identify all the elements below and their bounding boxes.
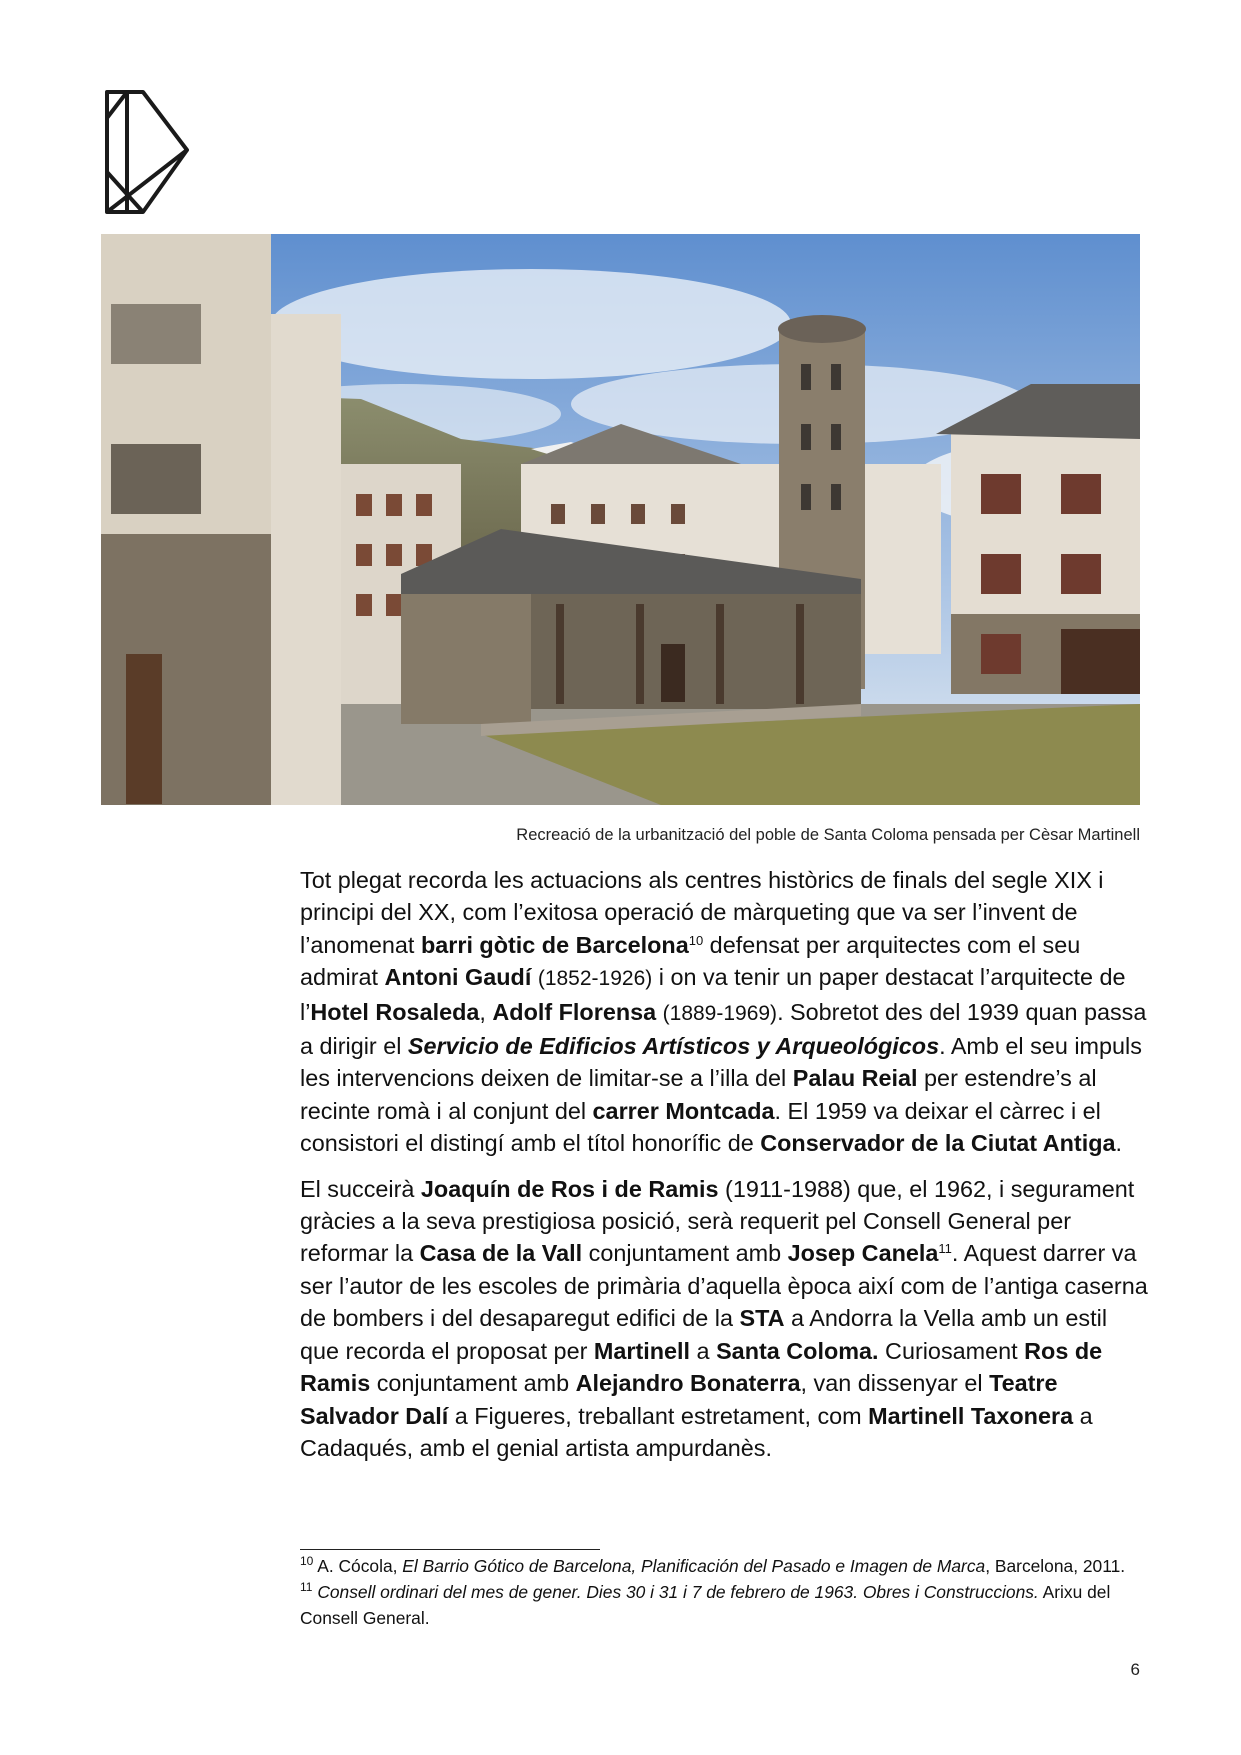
footnote-ref-10[interactable]: 10 xyxy=(688,932,704,948)
image-caption: Recreació de la urbanització del poble de Santa Coloma pensada per Cèsar Martinell xyxy=(516,826,1140,844)
paragraph-2: El succeirà Joaquín de Ros i de Ramis (1911-1988) que, el 1962, i segurament gràcies a la seva prestigiosa posició, serà requerit pel Consell General per reformar la Casa de la Vall conjuntament amb Josep Canela$^{11}$. Aquest darrer va ser l’autor de les escoles de primària d’aquella època així com de l’antiga caserna de bombers i del desaparegut edifici de la STA a Andorra la Vella amb un estil que recorda el proposat per Martinell a Santa Coloma. Curiosament Ros de Ramis conjuntament amb Alejandro Bonaterra, van dissenyar el Teatre Salvador Dalí a Figueres, treballant estretament, com Martinell Taxonera a Cadaqués, amb el genial artista ampurdanès. xyxy=(300,1175,1148,1461)
footnote-separator xyxy=(300,1549,600,1550)
footnote-10: $^{10}$ A. Cócola, El Barrio Gótico de Barcelona, Planificación del Pasado e Imagen de Marca, Barcelona, 2011. xyxy=(300,1554,1126,1576)
publisher-logo xyxy=(103,88,191,216)
body-text xyxy=(300,864,1148,1477)
footnote-11: $^{11}$ Consell ordinari del mes de gener. Dies 30 i 31 i 7 de febrero de 1963. Obres i Construccions. Arixu del Consell General. xyxy=(300,1580,1111,1628)
footnote-ref-11[interactable]: 11 xyxy=(938,1241,952,1257)
page-number: 6 xyxy=(1130,1660,1140,1679)
paragraph-1: Tot plegat recorda les actuacions als centres històrics de finals del segle XIX i principi del XX, com l’exitosa operació de màrqueting que va ser l’invent de l’anomenat barri gòtic de Barcelona$^{10}$ defensat per arquitectes com el seu admirat Antoni Gaudí (1852-1926) i on va tenir un paper destacat l’arquitecte de l’Hotel Rosaleda, Adolf Florensa (1889-1969). Sobretot des del 1939 quan passa a dirigir el Servicio de Edificios Artísticos y Arqueológicos. Amb el seu impuls les intervencions deixen de limitar-se a l’illa del Palau Reial per estendre’s al recinte romà i al conjunt del carrer Montcada. El 1959 va deixar el càrrec i el consistori el distingí amb el títol honorífic de Conservador de la Ciutat Antiga. xyxy=(300,867,1147,1157)
santa-coloma-photo xyxy=(101,234,1140,805)
footnotes xyxy=(300,1553,1142,1631)
